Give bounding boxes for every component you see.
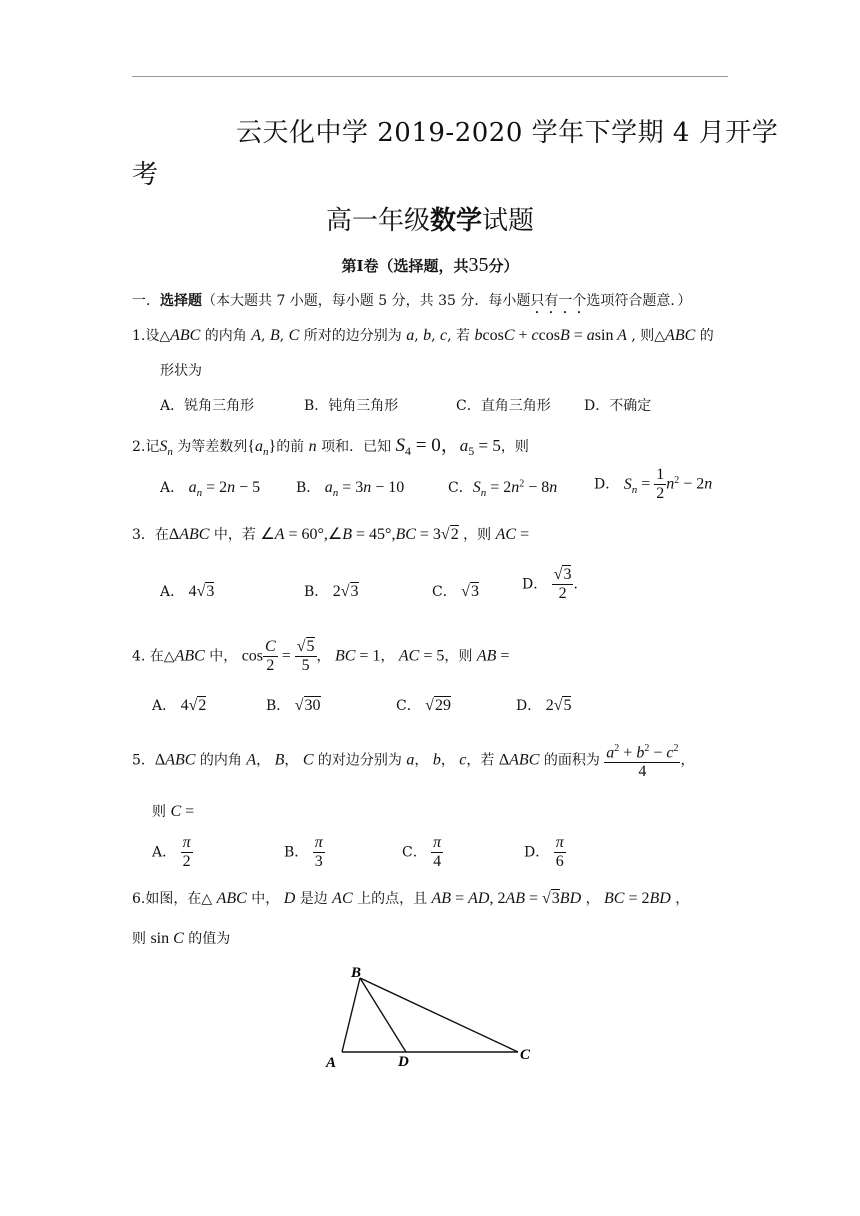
section-title: 第Ⅰ卷（选择题，共35分）	[341, 254, 519, 276]
q2-option-c: C．$S_n = 2n^2 - 8n$	[448, 478, 558, 500]
segment-ab	[342, 978, 360, 1052]
triangle-figure	[300, 955, 560, 1075]
question-1-stem: 1.设△ABC 的内角 A, B, C 所对的边分别为 a, b, c, 若 bcosC + ccosB = asin A , 则△ABC 的	[132, 327, 714, 344]
q5-option-b: B． $\frac{\pi}{3}$	[284, 834, 323, 870]
q5-option-a: A． $\frac{\pi}{2}$	[152, 834, 191, 870]
header-rule	[132, 76, 728, 77]
q3-option-d: D． $\frac{√3}{2}$ ．	[522, 566, 588, 602]
label-b: B	[351, 965, 362, 981]
question-2-stem: 2.记$S_n$ 为等差数列$\{a_n\}$的前 n 项和．已知 $S_4 = 0$，$a_5 = 5$，则	[132, 435, 529, 459]
q4-option-d: D． 2√5	[516, 697, 572, 714]
label-d: D	[398, 1054, 409, 1070]
q2-option-a: A． $a_n = 2n - 5$	[160, 479, 261, 500]
part-instructions: 一．选择题（本大题共 7 小题，每小题 5 分，共 35 分．每小题只有一个选项符合题意．）	[132, 293, 692, 309]
q3-option-b: B． 2√3	[304, 583, 359, 600]
q3-option-a: A． 4√3	[160, 583, 215, 600]
q4-option-b: B． √30	[266, 697, 321, 714]
exam-title-line2: 考	[132, 160, 159, 190]
label-c: C	[520, 1047, 531, 1063]
question-3-stem: 3．在ΔABC 中，若 ∠A = 60°,∠B = 45°,BC = 3√2 ，则 AC =	[132, 526, 530, 543]
exam-title-line1: 云天化中学 2019-2020 学年下学期 4 月开学	[236, 118, 779, 148]
q1-option-b: B．钝角三角形	[304, 398, 399, 414]
q5-option-c: C． $\frac{\pi}{4}$	[402, 834, 442, 870]
question-4-stem: 4. 在△ABC 中， cos $\frac{C}{2}$ = $\frac{√5}{5}$ ， BC = 1， AC = 5，则 AB =	[132, 638, 510, 674]
q2-option-d: D． $S_n$ = $\frac{1}{2}$ $n^2 - 2n$	[594, 466, 713, 502]
label-a: A	[326, 1055, 337, 1071]
question-6-line2: 则 sin C 的值为	[132, 930, 231, 947]
question-5-stem: 5．ΔABC 的内角 A， B， C 的对边分别为 a， b， c，若 ΔABC 的面积为 $\frac{a^2 + b^2 - c^2}{4}$ ，	[132, 740, 694, 781]
q4-option-c: C． √29	[396, 697, 451, 714]
q1-option-a: A．锐角三角形	[160, 398, 255, 414]
question-5-line2: 则 C =	[152, 803, 195, 820]
q3-option-c: C． √3	[432, 583, 479, 600]
question-1-line2: 形状为	[160, 363, 202, 379]
q1-option-d: D．不确定	[584, 398, 652, 414]
q2-option-b: B． $a_n = 3n - 10$	[296, 479, 405, 500]
question-6-stem: 6.如图，在△ ABC 中， D 是边 AC 上的点，且 AB = AD, 2AB = √3BD ， BC = 2BD ，	[132, 890, 690, 907]
q1-option-c: C．直角三角形	[456, 398, 551, 414]
q5-option-d: D． $\frac{\pi}{6}$	[524, 834, 564, 870]
q4-option-a: A． 4√2	[152, 697, 207, 714]
exam-subtitle: 高一年级数学试题	[325, 206, 535, 236]
